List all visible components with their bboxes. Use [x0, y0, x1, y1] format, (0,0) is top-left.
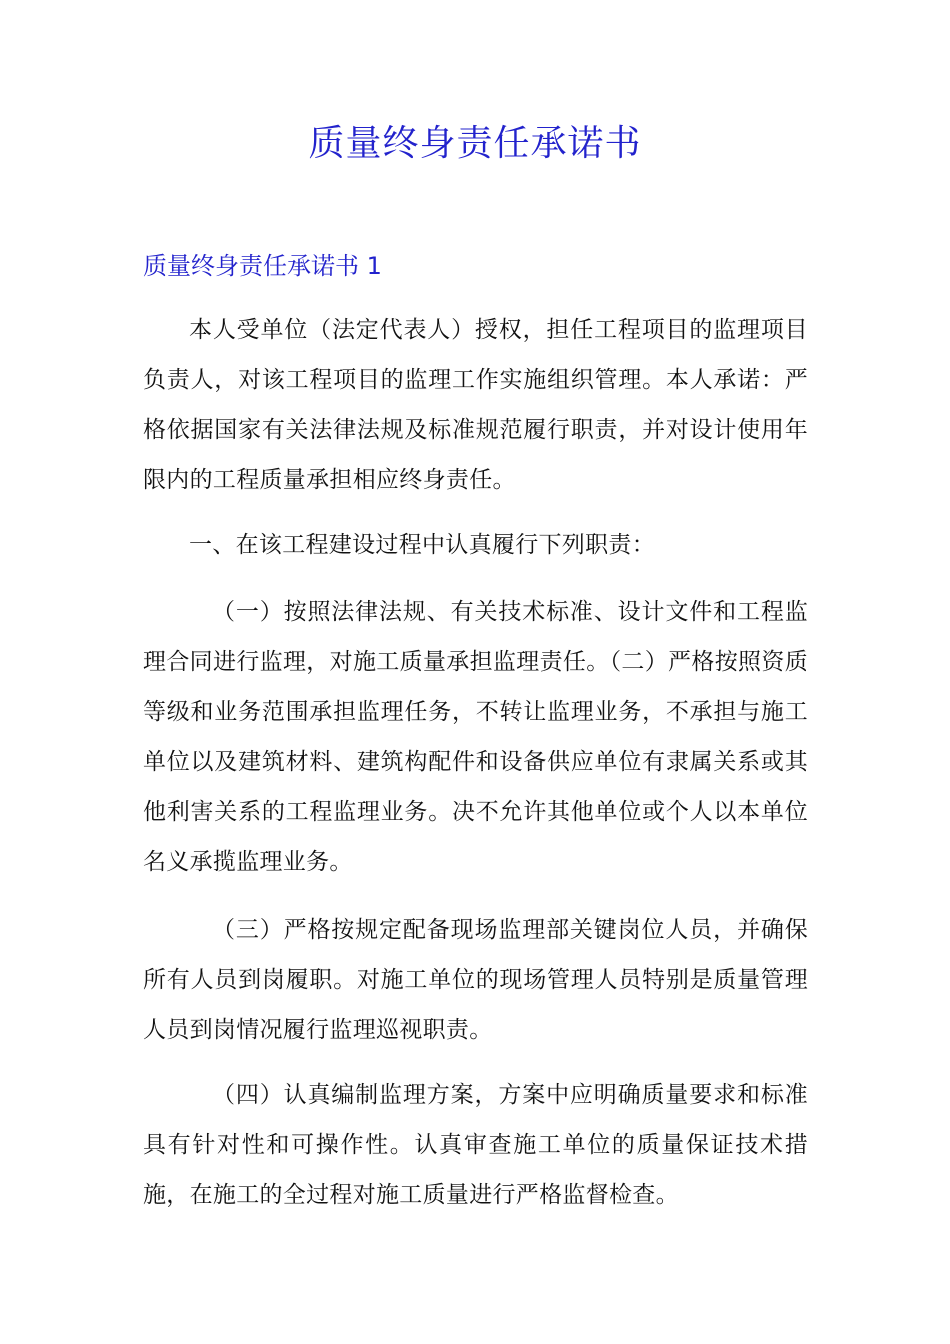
- paragraph-duty-1-2: （一）按照法律法规、有关技术标准、设计文件和工程监理合同进行监理，对施工质量承担监理责任。（二）严格按照资质等级和业务范围承担监理任务，不转让监理业务，不承担与施工单位以及建筑材料、建筑构配件和设备供应单位有隶属关系或其他利害关系的工程监理业务。决不允许其他单位或个人以本单位名义承揽监理业务。: [143, 599, 808, 875]
- paragraph-duty-3: （三）严格按规定配备现场监理部关键岗位人员，并确保所有人员到岗履职。对施工单位的现场管理人员特别是质量管理人员到岗情况履行监理巡视职责。: [143, 917, 808, 1043]
- section-heading: 质量终身责任承诺书 1: [143, 252, 382, 280]
- paragraph-authorization: 本人受单位（法定代表人）授权，担任工程项目的监理项目负责人，对该工程项目的监理工作实施组织管理。本人承诺：严格依据国家有关法律法规及标准规范履行职责，并对设计使用年限内的工程质量承担相应终身责任。: [143, 317, 808, 493]
- paragraph-duty-4: （四）认真编制监理方案，方案中应明确质量要求和标准具有针对性和可操作性。认真审查施工单位的质量保证技术措施，在施工的全过程对施工质量进行严格监督检查。: [143, 1082, 808, 1208]
- paragraph-duties-intro: 一、在该工程建设过程中认真履行下列职责：: [189, 532, 655, 558]
- document-title: 质量终身责任承诺书: [308, 123, 642, 164]
